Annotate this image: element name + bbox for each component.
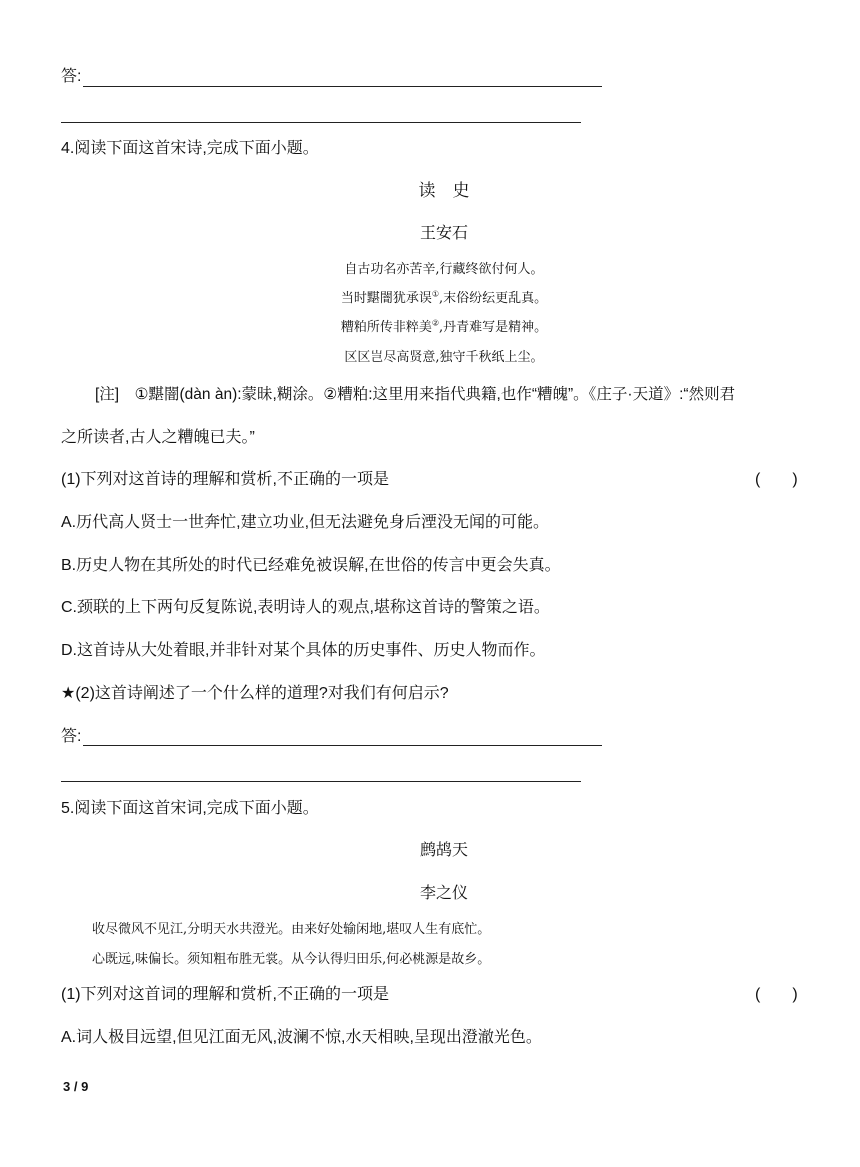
answer-parentheses: ( )	[755, 986, 798, 1003]
poem-notes: [注] ①黮闇(dàn àn):蒙昧,糊涂。②糟粕:这里用来指代典籍,也作“糟魄”。《庄子·天道》:“然则君	[95, 386, 736, 403]
page-number: 3 / 9	[63, 1079, 89, 1094]
option-b: B.历史人物在其所处的时代已经难免被误解,在世俗的传言中更会失真。	[61, 557, 561, 574]
poem-author: 王安石	[419, 225, 468, 242]
answer-line	[61, 122, 581, 123]
answer-line	[83, 86, 602, 87]
option-d: D.这首诗从大处着眼,并非针对某个具体的历史事件、历史人物而作。	[61, 642, 546, 659]
poem-line: 自古功名亦苦辛,行藏终欲付何人。	[344, 262, 544, 277]
poem-notes-cont: 之所读者,古人之糟魄已夫。”	[61, 429, 255, 446]
poem-line: 当时黮闇犹承误①,末俗纷纭更乱真。	[340, 289, 548, 306]
answer-parentheses: ( )	[755, 471, 798, 488]
poem-title: 读 史	[418, 181, 470, 200]
answer-line	[61, 781, 581, 782]
option-a: A.历代高人贤士一世奔忙,建立功业,但无法避免身后湮没无闻的可能。	[61, 514, 550, 531]
question-4-intro: 4.阅读下面这首宋诗,完成下面小题。	[61, 140, 319, 157]
option-a: A.词人极目远望,但见江面无风,波澜不惊,水天相映,呈现出澄澈光色。	[61, 1029, 542, 1046]
question-4-2: ★(2)这首诗阐述了一个什么样的道理?对我们有何启示?	[61, 685, 449, 702]
question-5-intro: 5.阅读下面这首宋词,完成下面小题。	[61, 800, 319, 817]
ci-line: 心既远,味偏长。须知粗布胜无裳。从今认得归田乐,何必桃源是故乡。	[92, 952, 491, 967]
ci-author: 李之仪	[419, 885, 468, 902]
answer-label-top: 答:	[61, 68, 82, 85]
footnote-marker: ①	[431, 289, 440, 299]
answer-line	[83, 745, 602, 746]
poem-line: 区区岂尽高贤意,独守千秋纸上尘。	[344, 350, 544, 365]
footnote-marker: ②	[431, 318, 440, 328]
question-5-1: (1)下列对这首词的理解和赏析,不正确的一项是	[61, 986, 390, 1003]
option-c: C.颈联的上下两句反复陈说,表明诗人的观点,堪称这首诗的警策之语。	[61, 599, 550, 616]
ci-line: 收尽微风不见江,分明天水共澄光。由来好处输闲地,堪叹人生有底忙。	[92, 922, 491, 937]
ci-title: 鹧鸪天	[419, 842, 468, 859]
poem-line: 糟粕所传非粹美②,丹青难写是精神。	[340, 318, 548, 335]
answer-label: 答:	[61, 728, 82, 745]
question-4-1: (1)下列对这首诗的理解和赏析,不正确的一项是	[61, 471, 390, 488]
